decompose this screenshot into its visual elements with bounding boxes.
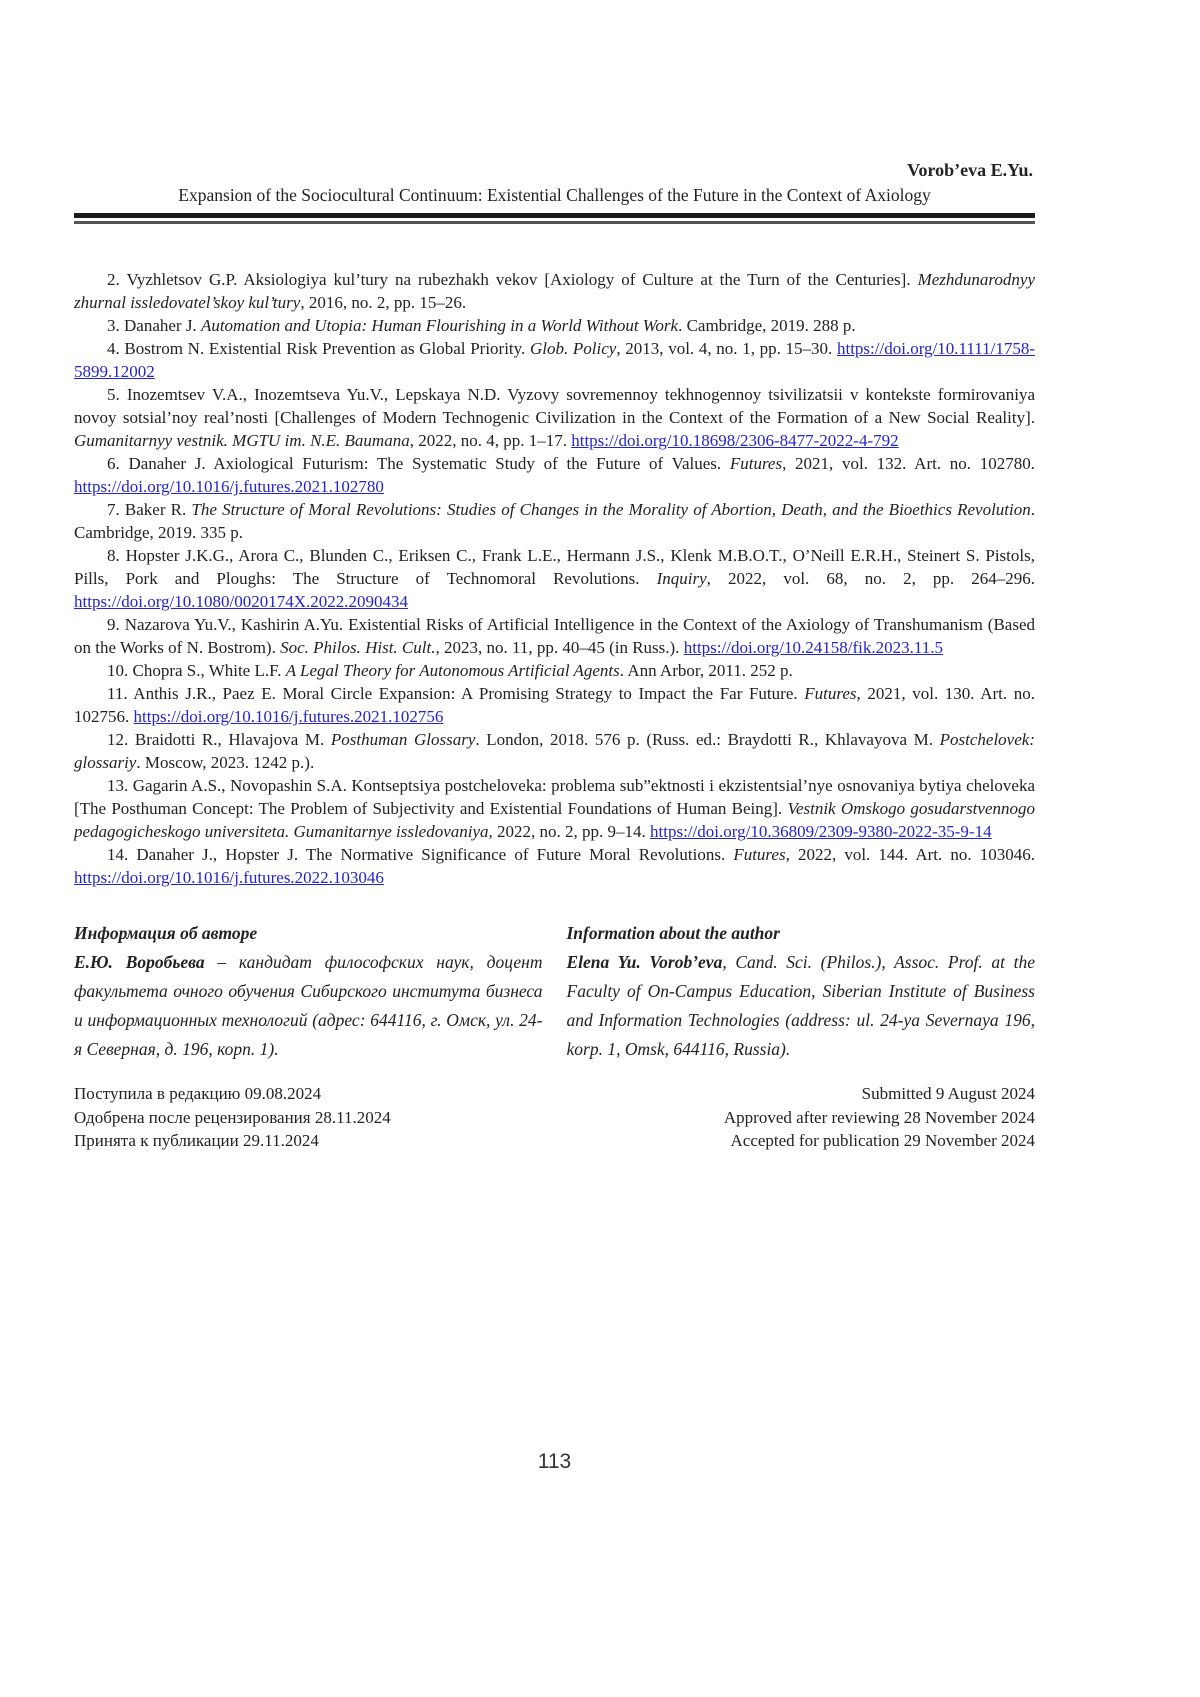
text-segment: , 2016, no. 2, pp. 15–26. bbox=[300, 293, 467, 312]
author-info-ru bbox=[74, 919, 543, 1064]
header-rule-thick bbox=[74, 213, 1035, 218]
text-segment: 5. Inozemtsev V.A., Inozemtseva Yu.V., Lepskaya N.D. Vyzovy sovremennoy tekhnogennoy tsivilizatsii v kontekste formirovaniya novoy sotsial’noy real’nosti [Challenges of Modern Technogenic Civilization in the Context of the Formation of a New Social Reality]. bbox=[74, 385, 1035, 427]
reference-item bbox=[74, 659, 1035, 682]
text-segment: 3. Danaher J. bbox=[107, 316, 201, 335]
reference-item bbox=[74, 498, 1035, 544]
text-segment: 10. Chopra S., White L.F. bbox=[107, 661, 286, 680]
text-segment: , 2022, vol. 144. Art. no. 103046. bbox=[785, 845, 1035, 864]
reference-item bbox=[74, 843, 1035, 889]
doi-link[interactable]: https://doi.org/10.36809/2309-9380-2022-35-9-14 bbox=[650, 822, 992, 841]
text-segment: . Cambridge, 2019. 335 p. bbox=[74, 500, 1035, 542]
text-segment: A Legal Theory for Autonomous Artificial Agents bbox=[285, 661, 620, 680]
text-segment: , 2022, no. 4, pp. 1–17. bbox=[409, 431, 572, 450]
text-segment: Futures bbox=[729, 454, 783, 473]
text-segment: , 2022, no. 2, pp. 9–14. bbox=[488, 822, 651, 841]
text-segment: Е.Ю. Воробьева bbox=[74, 952, 205, 972]
text-segment: – кандидат философских наук, доцент факультета очного обучения Сибирского института бизнеса и информационных технологий (адрес: 644116, г. Омск, ул. 24-я Северная, д. 196, корп. 1). bbox=[74, 952, 543, 1059]
reference-item bbox=[74, 268, 1035, 314]
date-line: Approved after reviewing 28 November 2024 bbox=[723, 1107, 1035, 1127]
text-segment: , 2021, vol. 130. Art. no. 102756. bbox=[74, 684, 1035, 726]
doi-link[interactable]: https://doi.org/10.1016/j.futures.2022.103046 bbox=[74, 868, 384, 887]
text-segment: Posthuman Glossary bbox=[330, 730, 476, 749]
text-segment: , 2013, vol. 4, no. 1, pp. 15–30. bbox=[616, 339, 837, 358]
page-content bbox=[74, 160, 1035, 1153]
author-info-section bbox=[74, 919, 1035, 1064]
dates-ru bbox=[74, 1082, 391, 1153]
reference-item bbox=[74, 383, 1035, 452]
reference-item bbox=[74, 337, 1035, 383]
author-info-en-text bbox=[567, 948, 1036, 1064]
text-segment: Gumanitarnyy vestnik. MGTU im. N.E. Baumana bbox=[74, 431, 410, 450]
reference-item bbox=[74, 544, 1035, 613]
text-segment: , 2022, vol. 68, no. 2, pp. 264–296. bbox=[706, 569, 1035, 588]
text-segment: 9. Nazarova Yu.V., Kashirin A.Yu. Existential Risks of Artificial Intelligence in the Context of the Axiology of Transhumanism (Based on the Works of N. Bostrom). bbox=[74, 615, 1035, 657]
author-info-heading-ru: Информация об авторе bbox=[74, 923, 258, 943]
date-line: Одобрена после рецензирования 28.11.2024 bbox=[74, 1107, 391, 1127]
text-segment: . Ann Arbor, 2011. 252 p. bbox=[619, 661, 793, 680]
header-rule-thin bbox=[74, 221, 1035, 224]
text-segment: Futures bbox=[733, 845, 786, 864]
text-segment: 13. Gagarin A.S., Novopashin S.A. Kontseptsiya postcheloveka: problema sub”ektnosti i ekzistentsial’nye osnovaniya bytiya cheloveka [The Posthuman Concept: The Problem of Subjectivity and Existential Foundations of Human Being]. bbox=[74, 776, 1035, 818]
text-segment: 2. Vyzhletsov G.P. Aksiologiya kul’tury na rubezhakh vekov [Axiology of Culture at the Turn of the Centuries]. bbox=[107, 270, 918, 289]
text-segment: , 2021, vol. 132. Art. no. 102780. bbox=[782, 454, 1035, 473]
reference-item bbox=[74, 774, 1035, 843]
text-segment: Mezhdunarodnyy zhurnal issledovatel’skoy kul’tury bbox=[74, 270, 1035, 312]
text-segment: 7. Baker R. bbox=[107, 500, 192, 519]
text-segment: Automation and Utopia: Human Flourishing in a World Without Work bbox=[200, 316, 679, 335]
date-line: Accepted for publication 29 November 2024 bbox=[730, 1131, 1035, 1150]
text-segment: The Structure of Moral Revolutions: Studies of Changes in the Morality of Abortion, Death, and the Bioethics Revolution bbox=[191, 500, 1031, 519]
date-line: Принята к публикации 29.11.2024 bbox=[74, 1131, 319, 1150]
author-info-ru-text bbox=[74, 948, 543, 1064]
references-list bbox=[74, 268, 1035, 889]
running-head-author: Vorob’eva E.Yu. bbox=[907, 160, 1033, 180]
doi-link[interactable]: https://doi.org/10.1080/0020174X.2022.2090434 bbox=[74, 592, 409, 611]
text-segment: , 2023, no. 11, pp. 40–45 (in Russ.). bbox=[435, 638, 684, 657]
reference-item bbox=[74, 452, 1035, 498]
text-segment: Soc. Philos. Hist. Cult. bbox=[280, 638, 436, 657]
text-segment: Postchelovek: glossariy bbox=[74, 730, 1035, 772]
text-segment: . Cambridge, 2019. 288 p. bbox=[678, 316, 856, 335]
doi-link[interactable]: https://doi.org/10.1111/1758-5899.12002 bbox=[74, 339, 1036, 381]
author-info-heading-en: Information about the author bbox=[566, 923, 780, 943]
text-segment: 12. Braidotti R., Hlavajova M. bbox=[107, 730, 331, 749]
reference-item bbox=[74, 613, 1035, 659]
reference-item bbox=[74, 314, 1035, 337]
text-segment: . Moscow, 2023. 1242 p.). bbox=[136, 753, 315, 772]
date-line: Поступила в редакцию 09.08.2024 bbox=[74, 1084, 322, 1103]
doi-link[interactable]: https://doi.org/10.24158/fik.2023.11.5 bbox=[683, 638, 943, 657]
doi-link[interactable]: https://doi.org/10.18698/2306-8477-2022-4-792 bbox=[571, 431, 899, 450]
doi-link[interactable]: https://doi.org/10.1016/j.futures.2021.102756 bbox=[133, 707, 444, 726]
text-segment: Futures bbox=[804, 684, 857, 703]
doi-link[interactable]: https://doi.org/10.1016/j.futures.2021.102780 bbox=[74, 477, 384, 496]
author-info-en bbox=[567, 919, 1036, 1064]
dates-section bbox=[74, 1082, 1035, 1153]
text-segment: , Cand. Sci. (Philos.), Assoc. Prof. at the Faculty of On-Campus Education, Siberian Institute of Business and Information Technologies (address: ul. 24-ya Severnaya 196, korp. 1, Omsk, 644116, Russia). bbox=[566, 952, 1035, 1059]
text-segment: 8. Hopster J.K.G., Arora C., Blunden C., Eriksen C., Frank L.E., Hermann J.S., Klenk M.B.O.T., O’Neill E.R.H., Steinert S. Pistols, Pills, Pork and Ploughs: The Structure of Technomoral Revolutions. bbox=[74, 546, 1035, 588]
text-segment: . London, 2018. 576 p. (Russ. ed.: Braydotti R., Khlavayova M. bbox=[475, 730, 940, 749]
text-segment: 11. Anthis J.R., Paez E. Moral Circle Expansion: A Promising Strategy to Impact the Far Future. bbox=[107, 684, 805, 703]
text-segment: Inquiry bbox=[656, 569, 707, 588]
page-number: 113 bbox=[537, 1450, 572, 1473]
text-segment: 6. Danaher J. Axiological Futurism: The Systematic Study of the Future of Values. bbox=[107, 454, 730, 473]
date-line: Submitted 9 August 2024 bbox=[861, 1084, 1035, 1103]
reference-item bbox=[74, 682, 1035, 728]
text-segment: 4. Bostrom N. Existential Risk Prevention as Global Priority. bbox=[107, 339, 530, 358]
reference-item bbox=[74, 728, 1035, 774]
text-segment: Elena Yu. Vorob’eva bbox=[566, 952, 723, 972]
text-segment: Glob. Policy bbox=[529, 339, 617, 358]
text-segment: 14. Danaher J., Hopster J. The Normative Significance of Future Moral Revolutions. bbox=[107, 845, 734, 864]
running-head-title: Expansion of the Sociocultural Continuum: Existential Challenges of the Future in the Context of Axiology bbox=[178, 185, 931, 205]
dates-en bbox=[724, 1082, 1035, 1153]
text-segment: Vestnik Omskogo gosudarstvennogo pedagogicheskogo universiteta. Gumanitarnye issledovaniya bbox=[74, 799, 1035, 841]
